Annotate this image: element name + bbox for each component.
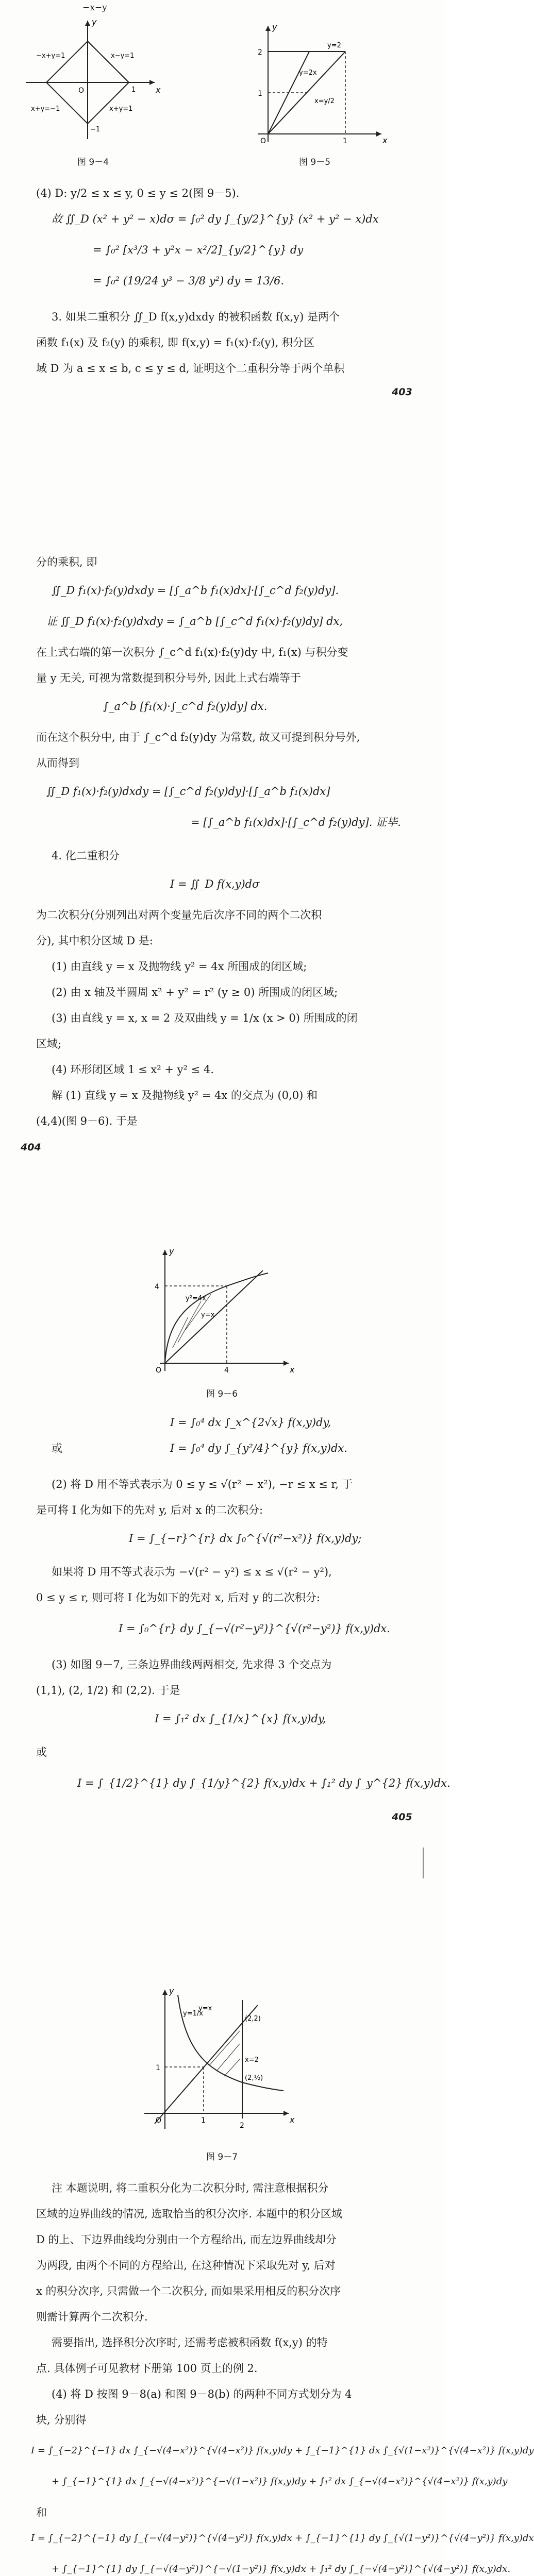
page-number: 403 bbox=[392, 386, 412, 398]
fig94-label-a: −x+y=1 bbox=[36, 52, 65, 60]
equation-line: I = ∫₀^{r} dy ∫_{−√(r²−y²)}^{√(r²−y²)} f(x,y)dx. bbox=[119, 1622, 391, 1635]
text-line: 为两段, 由两个不同的方程给出, 在这种情况下采取先对 y, 后对 bbox=[36, 2259, 336, 2272]
equation-line: ∬_D f₁(x)·f₂(y)dxdy = [∫_c^d f₂(y)dy]·[∫_a^b f₁(x)dx] bbox=[46, 785, 330, 798]
page-406 bbox=[0, 1933, 534, 2576]
equation-line: = ∫₀² [x³/3 + y²x − x²/2]_{y/2}^{y} dy bbox=[93, 244, 304, 256]
fig97-label-hyperbola: y=1/x bbox=[183, 2010, 203, 2018]
fig-9-5-caption: 图 9－5 bbox=[299, 157, 331, 167]
text-line: 则需计算两个二次积分. bbox=[36, 2311, 148, 2323]
fig94-label-x: x bbox=[156, 85, 161, 95]
fig96-label-four-x: 4 bbox=[224, 1366, 229, 1375]
fig96-label-yx: y=x bbox=[201, 1311, 215, 1319]
fig94-label-c: x+y=−1 bbox=[31, 105, 60, 113]
page-403 bbox=[0, 0, 444, 544]
fig95-label-x: x bbox=[382, 135, 388, 145]
fig94-label-one: 1 bbox=[131, 86, 136, 94]
fig97-label-x2: x=2 bbox=[245, 2056, 259, 2064]
fig95-label-one: 1 bbox=[258, 90, 262, 98]
fig96-label-y: y bbox=[169, 1246, 174, 1256]
text-line: 而在这个积分中, 由于 ∫_c^d f₂(y)dy 为常数, 故又可提到积分号外, bbox=[36, 731, 360, 743]
figure-9-7 bbox=[134, 1985, 299, 2139]
text-line: x 的积分次序, 只需做一个二次积分, 而如果采用相反的积分次序 bbox=[36, 2285, 341, 2297]
fig94-label-o: O bbox=[78, 87, 85, 95]
equation-line: I = ∬_D f(x,y)dσ bbox=[170, 878, 260, 890]
fig97-label-22: (2,2) bbox=[245, 2015, 261, 2023]
fig97-label-y: y bbox=[169, 1986, 174, 1996]
text-line: 点. 具体例子可见教材下册第 100 页上的例 2. bbox=[36, 2362, 258, 2375]
top-fragment: −x−y bbox=[82, 3, 107, 13]
text-line: 从而得到 bbox=[36, 757, 79, 769]
fig97-label-one-y: 1 bbox=[156, 2064, 160, 2072]
equation-line: 故 ∬_D (x² + y² − x)dσ = ∫₀² dy ∫_{y/2}^{y} (x² + y² − x)dx bbox=[52, 213, 379, 225]
page-number: 405 bbox=[392, 1811, 412, 1823]
fig96-label-o: O bbox=[156, 1366, 162, 1375]
equation-line: I = ∫_{−r}^{r} dx ∫₀^{√(r²−x²)} f(x,y)dy; bbox=[129, 1532, 362, 1545]
text-line: 注 本题说明, 将二重积分化为二次积分时, 需注意根据积分 bbox=[52, 2182, 329, 2194]
fig96-label-x: x bbox=[290, 1365, 295, 1375]
fig97-label-yx: y=x bbox=[198, 2005, 212, 2012]
equation-line: I = ∫₁² dx ∫_{1/x}^{x} f(x,y)dy, bbox=[155, 1713, 326, 1725]
figure-9-4 bbox=[21, 15, 170, 144]
equation-line: I = ∫_{−2}^{−1} dy ∫_{−√(4−y²)}^{√(4−y²)} f(x,y)dx + ∫_{−1}^{1} dy ∫_{√(1−y²)}^{√(4−y²)} f(x,y)dx bbox=[31, 2533, 534, 2544]
text-line: 量 y 无关, 可视为常数提到积分号外, 因此上式右端等于 bbox=[36, 672, 301, 684]
text-line: (4) 环形闭区域 1 ≤ x² + y² ≤ 4. bbox=[52, 1063, 214, 1076]
fig97-label-2half: (2,½) bbox=[245, 2074, 263, 2082]
text-line: 分的乘积, 即 bbox=[36, 556, 97, 568]
fig97-label-one-x: 1 bbox=[201, 2116, 206, 2125]
fig-9-4-caption: 图 9－4 bbox=[77, 157, 109, 167]
text-line: 和 bbox=[36, 2506, 47, 2519]
equation-line: I = ∫₀⁴ dy ∫_{y²/4}^{y} f(x,y)dx. bbox=[170, 1442, 347, 1454]
page-405 bbox=[0, 1214, 450, 1933]
text-line: 块, 分别得 bbox=[36, 2414, 87, 2426]
equation-line: ∬_D f₁(x)·f₂(y)dxdy = [∫_a^b f₁(x)dx]·[∫_c^d f₂(y)dy]. bbox=[52, 584, 339, 597]
fig94-label-minus-one: −1 bbox=[90, 126, 101, 133]
fig-9-6-caption: 图 9－6 bbox=[206, 1389, 238, 1399]
text-line: 或 bbox=[36, 1746, 47, 1758]
page-404 bbox=[0, 544, 444, 1214]
equation-line: I = ∫_{−2}^{−1} dx ∫_{−√(4−x²)}^{√(4−x²)} f(x,y)dy + ∫_{−1}^{1} dx ∫_{√(1−x²)}^{√(4−x²)} f(x,y)dy bbox=[31, 2445, 534, 2456]
fig94-label-y: y bbox=[92, 17, 97, 27]
text-line: 区域; bbox=[36, 1038, 62, 1050]
fig97-label-o: O bbox=[156, 2116, 162, 2125]
text-line: 或 bbox=[52, 1442, 62, 1454]
fig96-label-parabola: y²=4x bbox=[186, 1295, 206, 1302]
fig95-label-xy2: x=y/2 bbox=[314, 97, 335, 105]
fig95-label-y2x: y=2x bbox=[299, 69, 317, 77]
equation-line: I = ∫_{1/2}^{1} dy ∫_{1/y}^{2} f(x,y)dx + ∫₁² dy ∫_y^{2} f(x,y)dx. bbox=[77, 1777, 450, 1789]
page-number: 404 bbox=[21, 1142, 41, 1153]
text-line: (2) 将 D 用不等式表示为 0 ≤ y ≤ √(r² − x²), −r ≤ x ≤ r, 于 bbox=[52, 1478, 353, 1490]
fig97-label-x: x bbox=[290, 2115, 295, 2125]
fig-9-7-caption: 图 9－7 bbox=[206, 2152, 238, 2162]
text-line: D 的上、下边界曲线均分别由一个方程给出, 而左边界曲线却分 bbox=[36, 2233, 337, 2246]
text-line: 4. 化二重积分 bbox=[52, 850, 120, 862]
fig95-label-two: 2 bbox=[258, 48, 262, 57]
equation-line: = [∫_a^b f₁(x)dx]·[∫_c^d f₂(y)dy]. 证毕. bbox=[191, 816, 401, 828]
figure-9-5 bbox=[237, 21, 392, 144]
fig94-label-b: x−y=1 bbox=[111, 52, 135, 60]
text-line: 函数 f₁(x) 及 f₂(y) 的乘积, 即 f(x,y) = f₁(x)·f₂(y), 积分区 bbox=[36, 336, 314, 349]
text-line: 是可将 I 化为如下的先对 y, 后对 x 的二次积分: bbox=[36, 1504, 263, 1516]
text-line: (1) 由直线 y = x 及抛物线 y² = 4x 所围成的闭区域; bbox=[52, 960, 307, 973]
text-line: 域 D 为 a ≤ x ≤ b, c ≤ y ≤ d, 证明这个二重积分等于两个单积 bbox=[36, 362, 345, 375]
text-line: 需要指出, 选择积分次序时, 还需考虑被积函数 f(x,y) 的特 bbox=[52, 2336, 328, 2349]
text-line: (4) D: y/2 ≤ x ≤ y, 0 ≤ y ≤ 2(图 9－5). bbox=[36, 187, 240, 199]
equation-line: ∫_a^b [f₁(x)·∫_c^d f₂(y)dy] dx. bbox=[103, 700, 268, 713]
text-line: 为二次积分(分别列出对两个变量先后次序不同的两个二次积 bbox=[36, 909, 322, 921]
figure-9-6 bbox=[144, 1245, 299, 1379]
equation-line: 证 ∬_D f₁(x)·f₂(y)dxdy = ∫_a^b [∫_c^d f₁(x)·f₂(y)dy] dx, bbox=[46, 615, 343, 628]
fig95-label-y: y bbox=[272, 22, 277, 32]
text-line: 区域的边界曲线的情况, 选取恰当的积分次序. 本题中的积分区域 bbox=[36, 2208, 342, 2220]
text-line: 分), 其中积分区域 D 是: bbox=[36, 935, 153, 947]
text-line: 解 (1) 直线 y = x 及抛物线 y² = 4x 的交点为 (0,0) 和 bbox=[52, 1089, 318, 1101]
text-line: 3. 如果二重积分 ∬_D f(x,y)dxdy 的被积函数 f(x,y) 是两个 bbox=[52, 311, 340, 323]
fig95-label-o: O bbox=[260, 137, 266, 145]
text-line: 如果将 D 用不等式表示为 −√(r² − y²) ≤ x ≤ √(r² − y²), bbox=[52, 1566, 332, 1578]
text-line: (4,4)(图 9－6). 于是 bbox=[36, 1115, 138, 1127]
text-line: (2) 由 x 轴及半圆周 x² + y² = r² (y ≥ 0) 所围成的闭区域; bbox=[52, 986, 338, 998]
equation-line: = ∫₀² (19/24 y³ − 3/8 y²) dy = 13/6. bbox=[93, 275, 285, 287]
fig94-label-d: x+y=1 bbox=[109, 105, 133, 113]
text-line: 在上式右端的第一次积分 ∫_c^d f₁(x)·f₂(y)dy 中, f₁(x) 与积分变 bbox=[36, 646, 348, 658]
text-line: (4) 将 D 按图 9－8(a) 和图 9－8(b) 的两种不同方式划分为 4 bbox=[52, 2388, 352, 2400]
text-line: (1,1), (2, 1/2) 和 (2,2). 于是 bbox=[36, 1684, 180, 1697]
fig97-label-two-x: 2 bbox=[240, 2122, 244, 2130]
equation-line: + ∫_{−1}^{1} dy ∫_{−√(4−y²)}^{−√(1−y²)} f(x,y)dx + ∫₁² dy ∫_{−√(4−y²)}^{√(4−y²)} f(x,y)dx. bbox=[52, 2564, 511, 2574]
text-line: 0 ≤ y ≤ r, 则可将 I 化为如下的先对 x, 后对 y 的二次积分: bbox=[36, 1591, 321, 1604]
equation-line: + ∫_{−1}^{1} dx ∫_{−√(4−x²)}^{−√(1−x²)} f(x,y)dy + ∫₁² dx ∫_{−√(4−x²)}^{√(4−x²)} f(x,y)dy bbox=[52, 2476, 508, 2487]
text-line: (3) 如图 9－7, 三条边界曲线两两相交, 先求得 3 个交点为 bbox=[52, 1658, 332, 1671]
page-edge-rule bbox=[423, 1848, 424, 1878]
fig96-label-four-y: 4 bbox=[155, 1283, 159, 1291]
fig95-label-x1: 1 bbox=[343, 137, 347, 145]
text-line: (3) 由直线 y = x, x = 2 及双曲线 y = 1/x (x > 0) 所围成的闭 bbox=[52, 1012, 358, 1024]
fig95-label-y2: y=2 bbox=[327, 42, 341, 49]
equation-line: I = ∫₀⁴ dx ∫_x^{2√x} f(x,y)dy, bbox=[170, 1416, 331, 1429]
